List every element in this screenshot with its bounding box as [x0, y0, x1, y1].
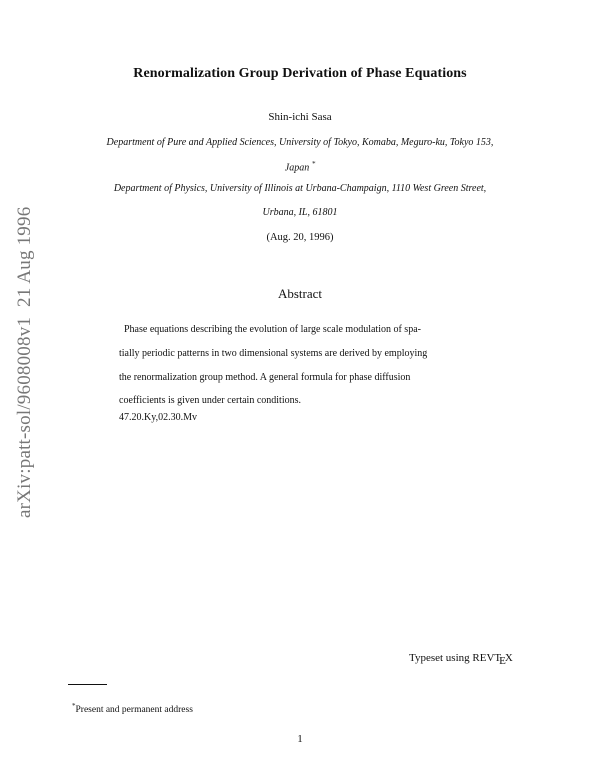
typeset-suffix: X: [504, 652, 513, 664]
footnote-rule: [68, 684, 107, 685]
page-number: 1: [297, 733, 303, 745]
typeset-prefix: Typeset using REVT: [409, 652, 502, 664]
arxiv-sidebar-stamp: [14, 207, 36, 518]
affiliation-2-line-2: Urbana, IL, 61801: [262, 207, 338, 218]
affiliation-1-line-1: Department of Pure and Applied Sciences, University of Tokyo, Komaba, Meguro-ku, Tokyo 153,: [106, 137, 494, 148]
typeset-tex-e: E: [499, 655, 506, 667]
arxiv-date: 21 Aug 1996: [14, 206, 35, 307]
typeset-note: [409, 652, 513, 667]
footnote-text: Present and permanent address: [75, 705, 193, 716]
paper-date: (Aug. 20, 1996): [266, 232, 334, 243]
abstract-line: the renormalization group method. A general formula for phase diffusion: [119, 372, 411, 383]
abstract-line: tially periodic patterns in two dimensional systems are derived by employing: [119, 348, 428, 359]
affiliation-1-line-2: [0, 160, 600, 173]
abstract-heading: Abstract: [277, 286, 323, 301]
paper-title: Renormalization Group Derivation of Phase Equations: [133, 66, 467, 81]
footnote-marker: *: [311, 160, 316, 168]
arxiv-id: arXiv:patt-sol/9608008v1: [14, 316, 35, 518]
footnote-mark: *: [72, 702, 76, 710]
abstract-line: coefficients is given under certain conditions.: [119, 395, 301, 406]
abstract-line: Phase equations describing the evolution of large scale modulation of spa-: [124, 324, 421, 335]
author-name: Shin-ichi Sasa: [268, 111, 332, 123]
footnote: [72, 702, 193, 715]
affiliation-2-line-1: Department of Physics, University of Illinois at Urbana-Champaign, 1110 West Green Street,: [113, 183, 487, 194]
pacs-codes: 47.20.Ky,02.30.Mv: [119, 412, 197, 423]
affiliation-1-country: Japan: [284, 162, 310, 174]
